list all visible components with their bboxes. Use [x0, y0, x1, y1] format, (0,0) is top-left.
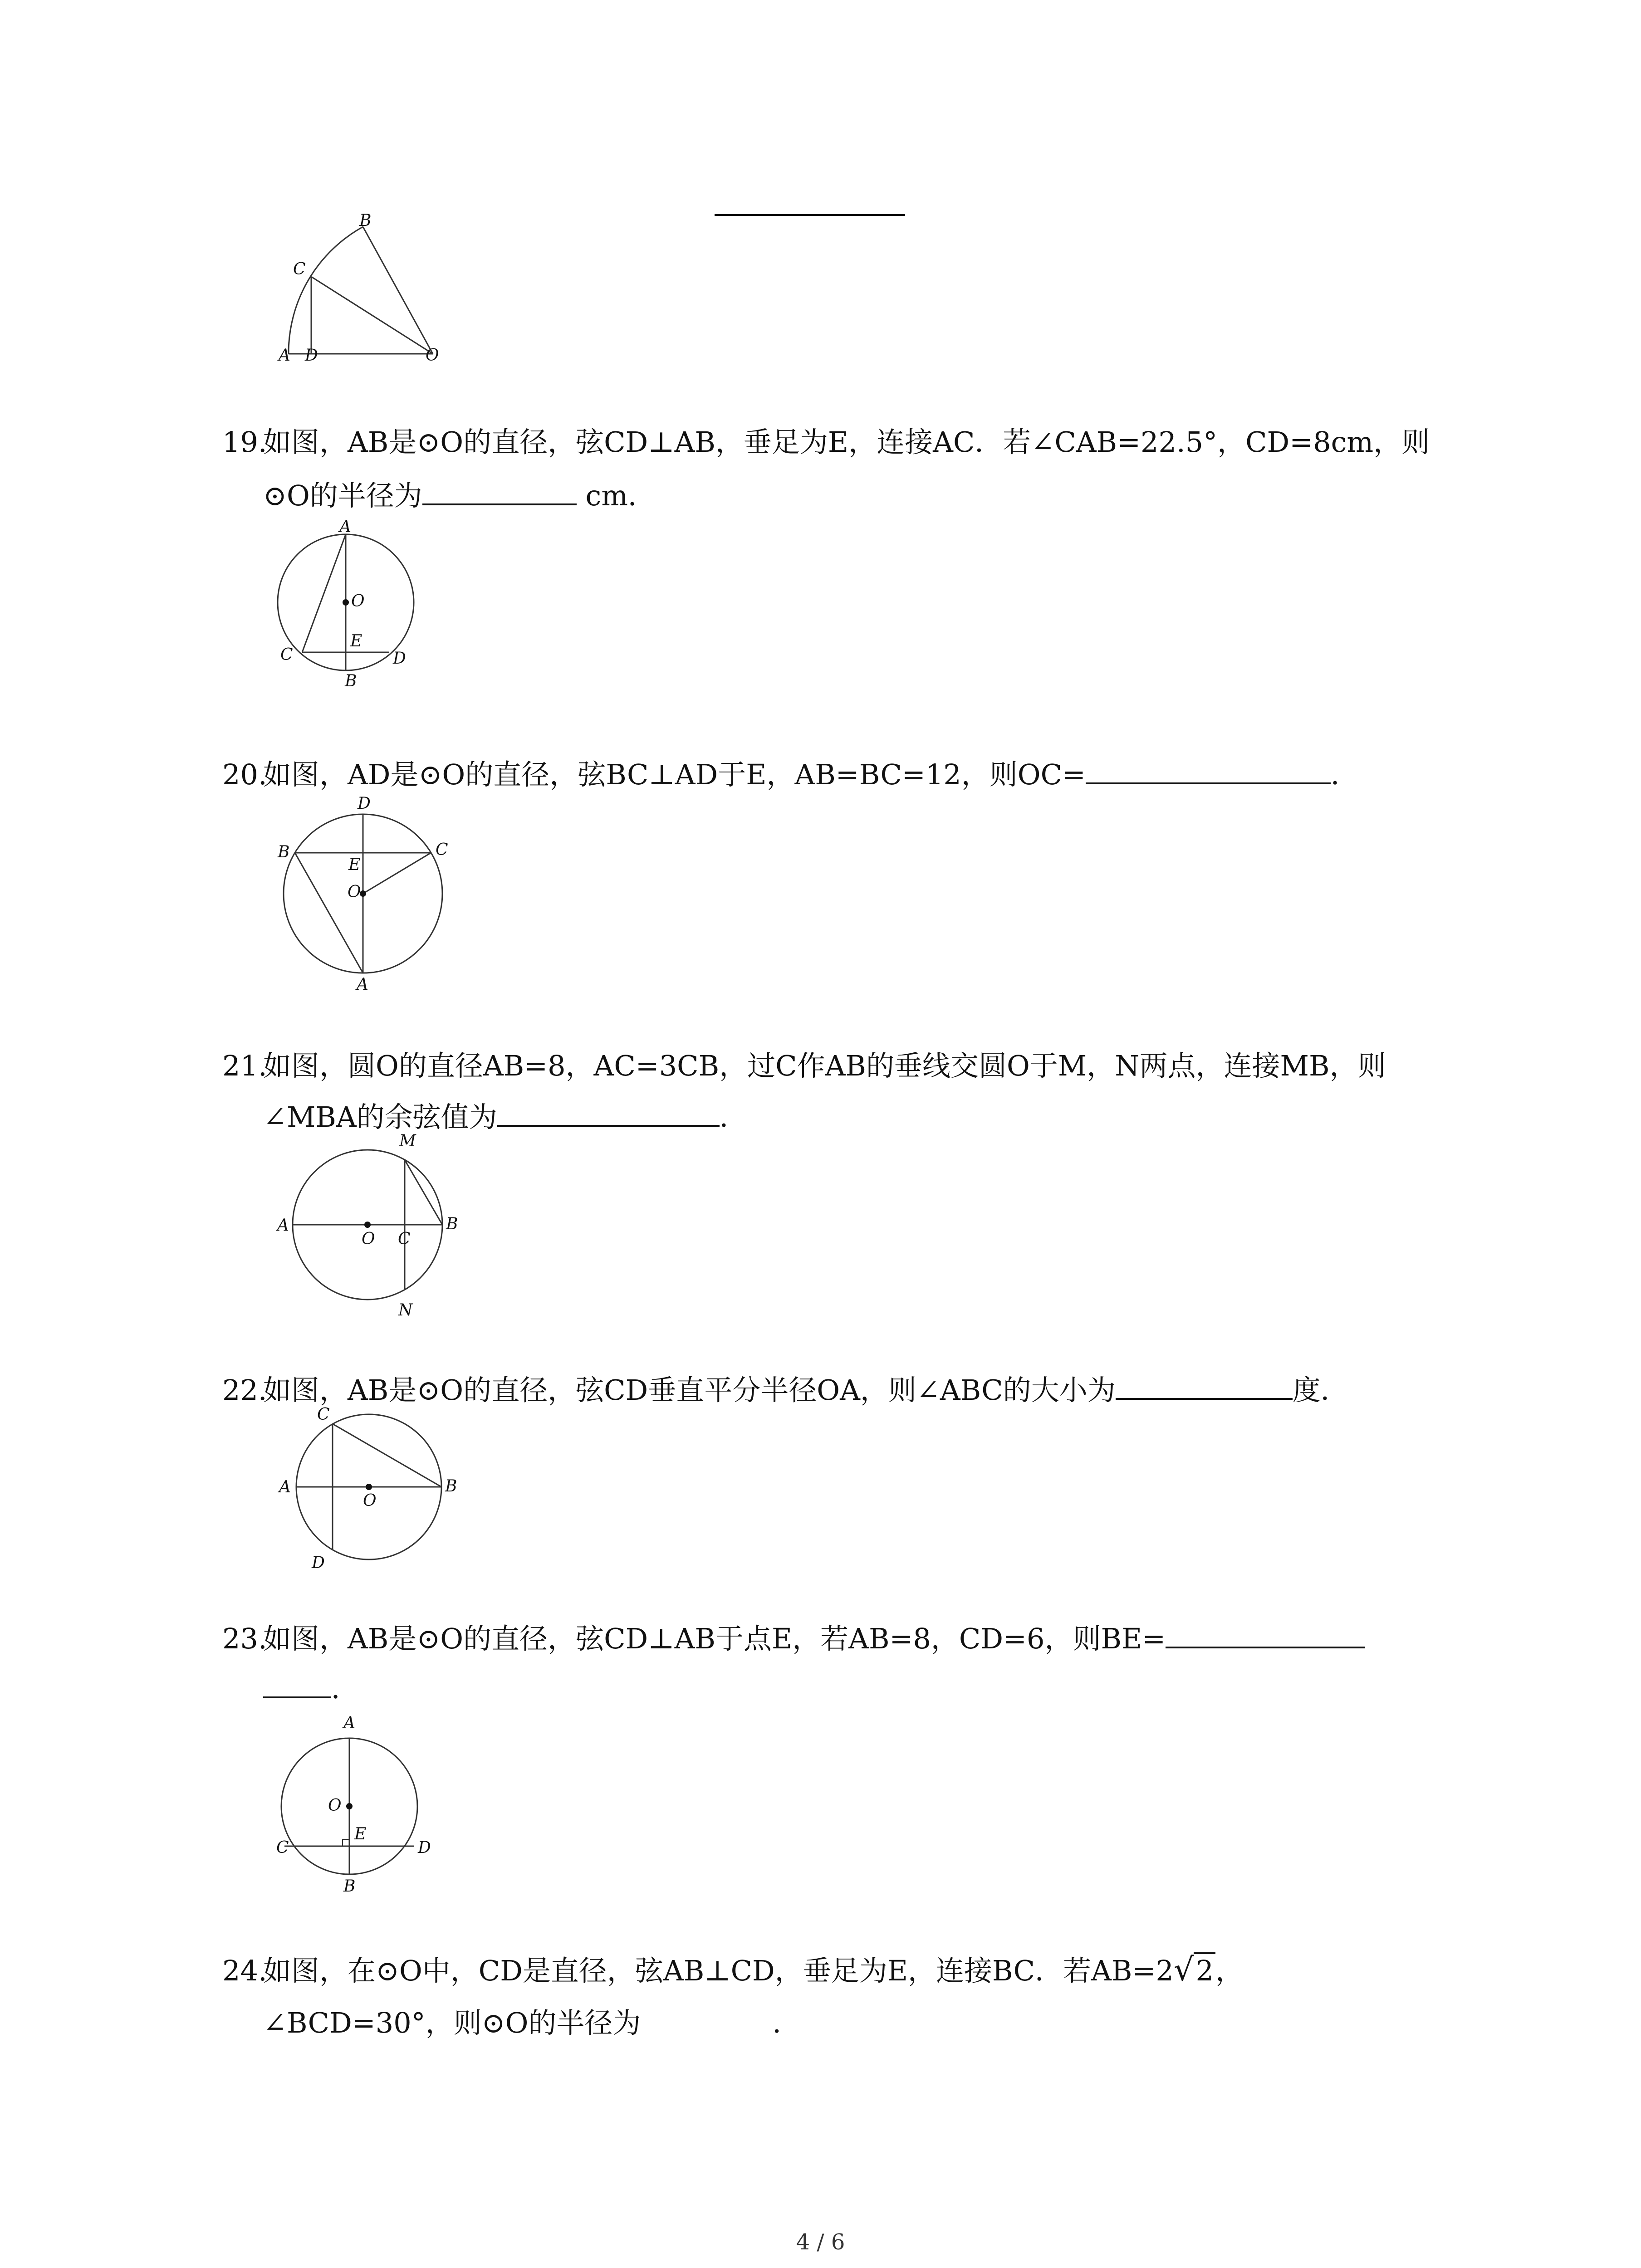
- label-D: D: [312, 1554, 325, 1572]
- q21-number: 21.: [222, 1049, 267, 1082]
- q20-number: 20.: [222, 758, 267, 791]
- q20-figure: [268, 787, 467, 1000]
- q23-end: ．: [331, 1672, 360, 1705]
- q20-end: ．: [1330, 758, 1359, 791]
- q22-figure: [270, 1402, 479, 1583]
- label-E: E: [354, 1825, 367, 1843]
- q22-unit: 度．: [1292, 1374, 1349, 1407]
- label-B: B: [446, 1215, 458, 1233]
- label-C: C: [398, 1230, 411, 1248]
- q23-line1: [222, 1619, 1365, 1657]
- q24-sqrt-radicand: 2: [1194, 1952, 1215, 1987]
- label-O: O: [348, 883, 361, 901]
- q23-line2: [263, 1669, 359, 1707]
- label-D: D: [358, 794, 371, 813]
- top-answer-blank: [715, 214, 905, 216]
- q24-text2: ∠BCD=30°，则⊙O的半径为: [263, 2006, 641, 2039]
- q19-line2: [263, 476, 656, 514]
- label-A: A: [339, 518, 351, 536]
- q23-figure: [270, 1710, 460, 1901]
- label-O: O: [362, 1230, 375, 1248]
- q19-number: 19.: [222, 425, 267, 459]
- sector-figure: [272, 213, 463, 376]
- label-C: C: [317, 1405, 330, 1424]
- label-C: C: [280, 645, 293, 664]
- q23-answer-blank-1: [1166, 1619, 1365, 1648]
- label-A: A: [279, 1478, 291, 1496]
- q24-line2: [263, 2005, 800, 2041]
- q24-end: ．: [772, 2006, 801, 2039]
- label-M: M: [399, 1132, 416, 1150]
- q24-line1: [222, 1951, 1244, 1989]
- label-B: B: [445, 1477, 457, 1496]
- label-C: C: [293, 260, 306, 279]
- q19-figure: [268, 515, 422, 687]
- q24-number: 24.: [222, 1954, 267, 1987]
- label-O: O: [363, 1491, 377, 1510]
- label-B: B: [278, 843, 290, 861]
- label-O: O: [351, 592, 365, 611]
- q21-figure: [270, 1132, 488, 1322]
- q24-text1: 如图，在⊙O中，CD是直径，弦AB⊥CD，垂足为E，连接BC．若AB=2: [263, 1954, 1174, 1987]
- label-B: B: [343, 1877, 356, 1896]
- label-C: C: [436, 841, 448, 859]
- arc-ab: [289, 227, 363, 354]
- label-O: O: [328, 1796, 342, 1815]
- q19-text1: 如图，AB是⊙O的直径，弦CD⊥AB，垂足为E，连接AC．若∠CAB=22.5°，CD=8cm，则: [263, 425, 1430, 459]
- q20-text1: 如图，AD是⊙O的直径，弦BC⊥AD于E，AB=BC=12，则OC=: [263, 758, 1086, 791]
- sqrt-symbol: √: [1173, 1951, 1194, 1988]
- q21-line2: [263, 1098, 748, 1135]
- label-D: D: [393, 649, 406, 668]
- label-A: A: [279, 346, 290, 365]
- q19-text2: ⊙O的半径为: [263, 479, 422, 512]
- q23-answer-blank-2: [263, 1669, 331, 1698]
- q23-number: 23.: [222, 1622, 267, 1655]
- label-N: N: [398, 1301, 413, 1320]
- q19-answer-blank: [422, 476, 577, 505]
- q21-line1: [222, 1048, 1386, 1084]
- q23-text1: 如图，AB是⊙O的直径，弦CD⊥AB于点E，若AB=8，CD=6，则BE=: [263, 1622, 1166, 1655]
- label-E: E: [350, 632, 362, 650]
- q22-answer-blank: [1116, 1371, 1293, 1400]
- q21-text1: 如图，圆O的直径AB=8，AC=3CB，过C作AB的垂线交圆O于M，N两点，连接MB，则: [263, 1049, 1386, 1082]
- q21-end: ．: [719, 1100, 748, 1134]
- q22-text1: 如图，AB是⊙O的直径，弦CD垂直平分半径OA，则∠ABC的大小为: [263, 1374, 1116, 1407]
- label-C: C: [276, 1838, 289, 1857]
- page-number: 4 / 6: [796, 2229, 845, 2255]
- q22-number: 22.: [222, 1374, 267, 1407]
- label-E: E: [348, 855, 361, 874]
- label-O: O: [426, 346, 439, 365]
- q21-text2: ∠MBA的余弦值为: [263, 1100, 497, 1134]
- q19-line1: [222, 424, 1430, 460]
- label-B: B: [345, 672, 357, 687]
- label-A: A: [343, 1714, 355, 1732]
- label-B: B: [359, 213, 372, 230]
- q19-unit: cm．: [576, 479, 656, 512]
- label-A: A: [357, 975, 368, 994]
- q21-answer-blank: [497, 1098, 720, 1127]
- label-D: D: [305, 346, 318, 365]
- label-A: A: [277, 1216, 289, 1235]
- q24-comma: ，: [1215, 1954, 1244, 1987]
- q20-answer-blank: [1086, 755, 1331, 784]
- label-D: D: [418, 1838, 431, 1857]
